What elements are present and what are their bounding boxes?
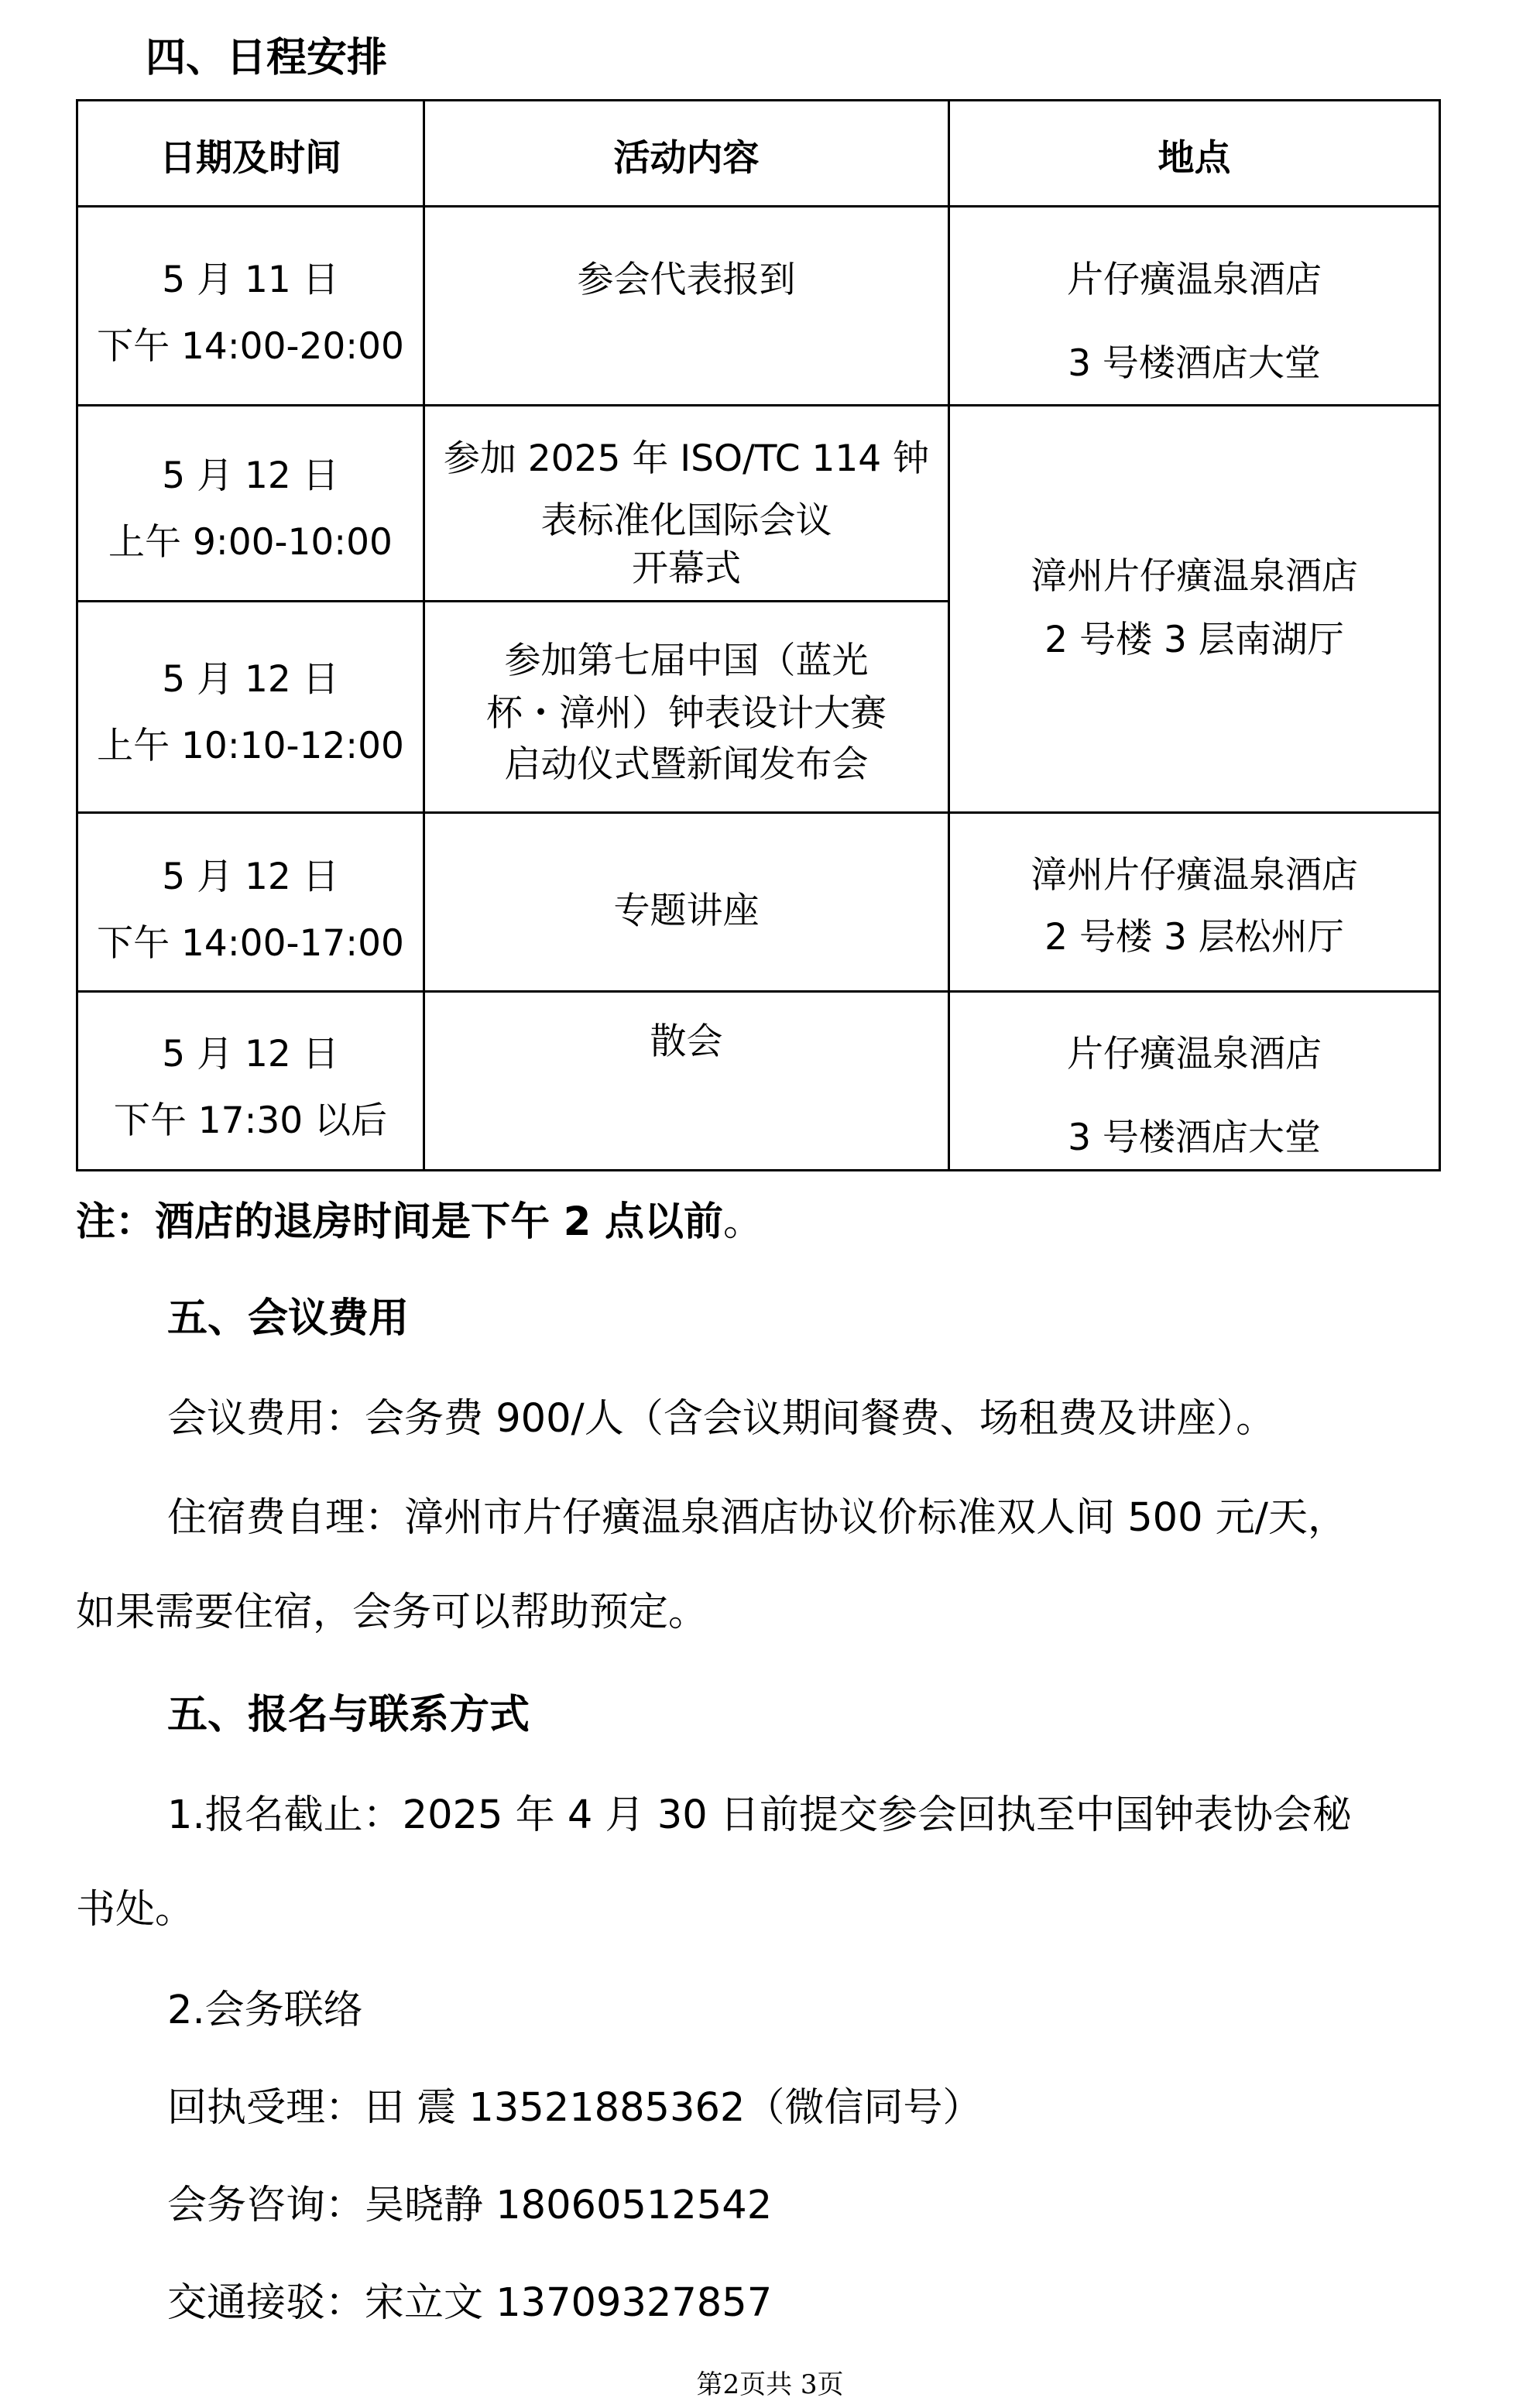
deadline-line-2: 书处。 (76, 1887, 195, 1933)
contact-heading: 2.会务联络 (167, 1988, 363, 2033)
time-text: 下午 14:00-20:00 (97, 325, 404, 368)
activity-cell (424, 406, 949, 602)
venue-text: 3 号楼酒店大堂 (1068, 1116, 1321, 1159)
table-row (77, 813, 1440, 992)
contact-receipt: 回执受理：田 震 13521885362（微信同号） (167, 2085, 983, 2131)
time-text: 下午 14:00-17:00 (97, 922, 404, 965)
venue-text: 2 号楼 3 层松州厅 (1044, 916, 1344, 959)
activity-text: 开幕式 (632, 547, 741, 590)
table-row (77, 992, 1440, 1171)
activity-text: 杯・漳州）钟表设计大赛 (486, 692, 887, 735)
deadline-line-1: 1.报名截止：2025 年 4 月 30 日前提交参会回执至中国钟表协会秘 (167, 1792, 1352, 1838)
date-cell (77, 992, 424, 1171)
table-row (77, 406, 1440, 602)
activity-text: 启动仪式暨新闻发布会 (504, 743, 869, 786)
date-text: 5 月 12 日 (162, 1033, 339, 1075)
activity-text: 专题讲座 (613, 890, 760, 932)
venue-text: 3 号楼酒店大堂 (1068, 342, 1321, 385)
activity-text: 参会代表报到 (577, 259, 796, 301)
venue-text: 2 号楼 3 层南湖厅 (1044, 618, 1344, 661)
activity-text: 表标准化国际会议 (540, 499, 832, 542)
note-bold: 注：酒店的退房时间是下午 2 点以前 (76, 1199, 723, 1245)
note-tail: 。 (723, 1199, 763, 1245)
table-row (77, 207, 1440, 406)
date-text: 5 月 12 日 (162, 454, 339, 497)
venue-text: 漳州片仔癀温泉酒店 (1031, 554, 1358, 598)
header-venue: 地点 (949, 101, 1440, 207)
schedule-table (76, 99, 1441, 1171)
venue-cell (949, 992, 1440, 1171)
date-cell (77, 406, 424, 602)
contact-inquiry: 会务咨询：吴晓静 18060512542 (167, 2183, 773, 2228)
activity-text: 参加第七届中国（蓝光 (504, 640, 869, 682)
checkout-note (76, 1189, 763, 1247)
time-text: 上午 9:00-10:00 (108, 521, 393, 564)
date-cell (77, 813, 424, 992)
contact-transport: 交通接驳：宋立文 13709327857 (167, 2280, 773, 2326)
venue-text: 片仔癀温泉酒店 (1067, 1033, 1322, 1075)
activity-text: 参加 2025 年 ISO/TC 114 钟 (443, 437, 930, 480)
venue-cell-merged (949, 406, 1440, 813)
header-activity: 活动内容 (424, 101, 949, 207)
activity-cell (424, 992, 949, 1171)
lodging-line-1: 住宿费自理：漳州市片仔癀温泉酒店协议价标准双人间 500 元/天， (167, 1495, 1347, 1541)
date-cell (77, 602, 424, 813)
venue-text: 片仔癀温泉酒店 (1067, 259, 1322, 301)
fee-paragraph: 会议费用：会务费 900/人（含会议期间餐费、场租费及讲座）。 (167, 1396, 1276, 1442)
lodging-line-2: 如果需要住宿，会务可以帮助预定。 (76, 1590, 708, 1635)
table-header-row (77, 101, 1440, 207)
time-text: 下午 17:30 以后 (113, 1099, 388, 1142)
activity-cell (424, 207, 949, 406)
page-number: 第2页共 3页 (696, 2369, 844, 2400)
activity-cell (424, 602, 949, 813)
venue-cell (949, 813, 1440, 992)
header-date: 日期及时间 (77, 101, 424, 207)
section-4-title: 四、日程安排 (146, 35, 388, 81)
date-text: 5 月 11 日 (162, 259, 339, 301)
activity-cell (424, 813, 949, 992)
activity-text: 散会 (650, 1020, 723, 1063)
date-text: 5 月 12 日 (162, 658, 339, 701)
venue-text: 漳州片仔癀温泉酒店 (1031, 854, 1358, 897)
section-6-title: 五、报名与联系方式 (167, 1692, 530, 1738)
section-5-title: 五、会议费用 (167, 1295, 410, 1342)
time-text: 上午 10:10-12:00 (97, 725, 404, 767)
date-cell (77, 207, 424, 406)
venue-cell (949, 207, 1440, 406)
date-text: 5 月 12 日 (162, 856, 339, 898)
